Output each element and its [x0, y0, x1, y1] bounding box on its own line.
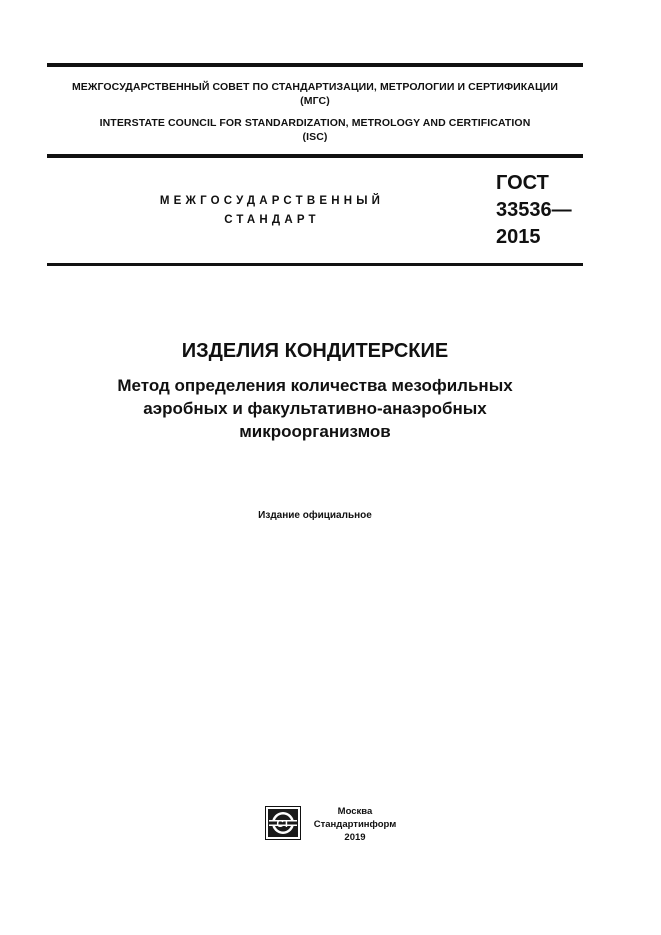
imprint-publisher: Стандартинформ: [313, 819, 397, 830]
council-name-ru-text: МЕЖГОСУДАРСТВЕННЫЙ СОВЕТ ПО СТАНДАРТИЗАЦИИ, МЕТРОЛОГИИ И СЕРТИФИКАЦИИ: [71, 81, 559, 93]
subtitle-line2: аэробных и факультативно-анаэробных: [143, 399, 487, 418]
council-abbr-ru: (МГС): [300, 95, 330, 107]
imprint-year: 2019: [344, 832, 366, 843]
council-name-english: [47, 116, 583, 144]
middle-rule: [47, 154, 583, 158]
council-name-en-text: INTERSTATE COUNCIL FOR STANDARDIZATION, METROLOGY AND CERTIFICATION: [99, 117, 531, 129]
council-name-russian: [47, 80, 583, 108]
designation-prefix: ГОСТ: [496, 172, 549, 194]
top-rule: [47, 63, 583, 67]
standartinform-logo-icon: [265, 806, 301, 840]
council-abbr-en: (ISC): [302, 131, 328, 143]
subtitle-line1: Метод определения количества мезофильных: [117, 376, 513, 395]
standard-type-line2: СТАНДАРТ: [224, 214, 320, 226]
edition-note: Издание официальное: [258, 510, 372, 521]
document-title: ИЗДЕЛИЯ КОНДИТЕРСКИЕ: [181, 340, 449, 362]
imprint-city: Москва: [337, 806, 373, 817]
standard-type-line1: МЕЖГОСУДАРСТВЕННЫЙ: [159, 195, 385, 207]
logo-lettering: СТ: [276, 819, 290, 830]
designation-year: 2015: [496, 226, 541, 248]
standard-designation: [496, 170, 572, 251]
bottom-rule: [47, 263, 583, 266]
subtitle-line3: микроорганизмов: [239, 422, 391, 441]
designation-number: 33536—: [496, 199, 572, 221]
document-subtitle: [47, 374, 583, 443]
